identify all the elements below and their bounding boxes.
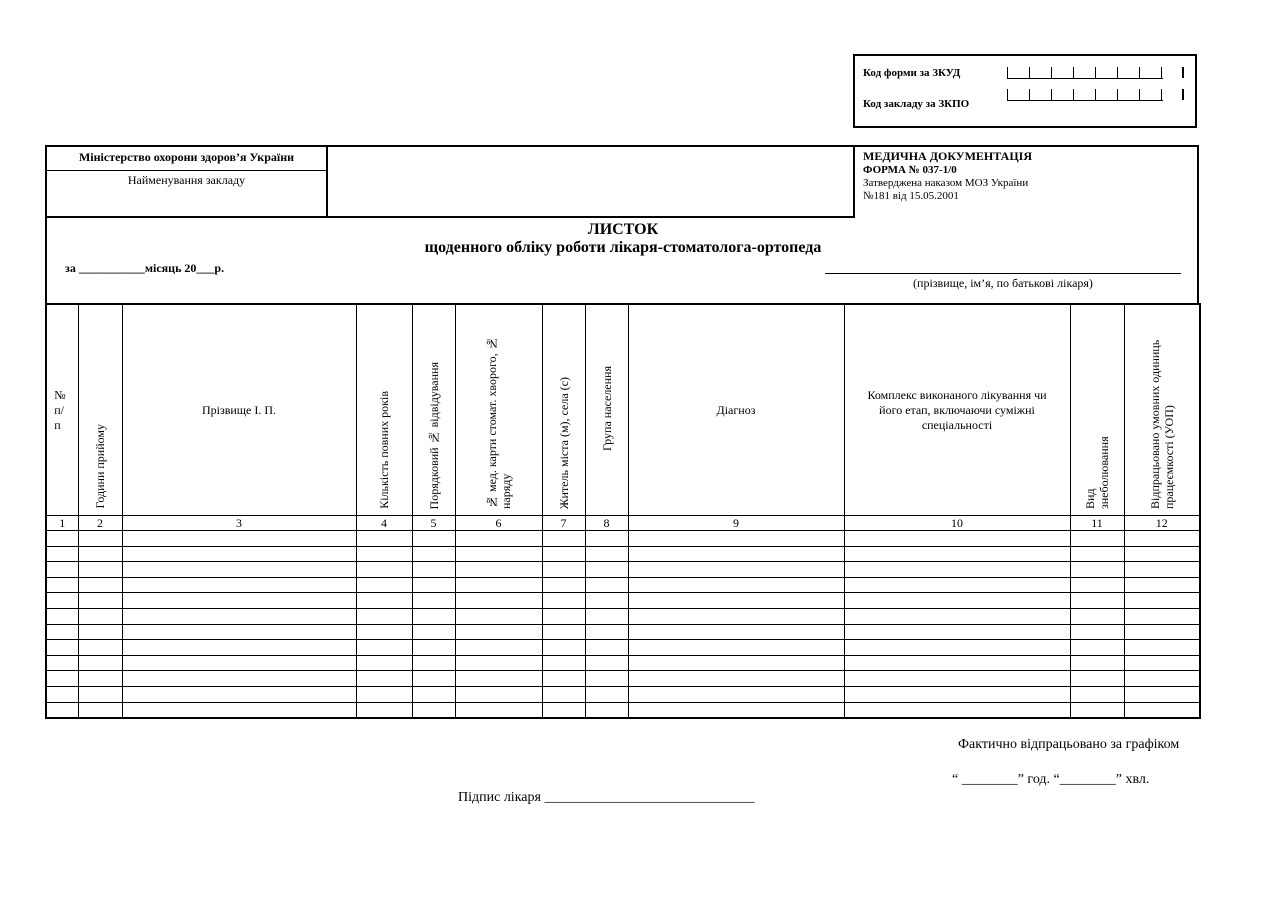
table-cell[interactable] xyxy=(455,671,542,687)
col-number: 8 xyxy=(585,516,628,531)
table-cell[interactable] xyxy=(412,702,455,718)
table-row xyxy=(46,593,1200,609)
table-cell[interactable] xyxy=(585,686,628,702)
table-cell[interactable] xyxy=(122,702,356,718)
log-table xyxy=(45,303,1201,719)
col-header-visit-number: Порядковий № відвідування xyxy=(412,304,455,516)
table-cell[interactable] xyxy=(844,608,1070,624)
table-cell[interactable] xyxy=(356,608,412,624)
table-cell[interactable] xyxy=(1070,562,1124,578)
col-header-work-units: Відпрацьовано умовних одиниць працеємкості (УОП) xyxy=(1124,304,1200,516)
col-header-diagnosis: Діагноз xyxy=(628,304,844,516)
institution-code-cells[interactable] xyxy=(1007,89,1163,101)
table-cell[interactable] xyxy=(1070,655,1124,671)
table-cell[interactable] xyxy=(542,640,585,656)
table-cell[interactable] xyxy=(122,640,356,656)
table-cell[interactable] xyxy=(542,546,585,562)
table-cell[interactable] xyxy=(585,577,628,593)
table-cell[interactable] xyxy=(122,577,356,593)
table-cell[interactable] xyxy=(46,702,78,718)
table-cell[interactable] xyxy=(628,686,844,702)
table-cell[interactable] xyxy=(585,593,628,609)
table-body xyxy=(46,531,1200,719)
table-cell[interactable] xyxy=(585,608,628,624)
table-cell[interactable] xyxy=(122,608,356,624)
table-cell[interactable] xyxy=(78,624,122,640)
table-row xyxy=(46,531,1200,547)
table-cell[interactable] xyxy=(844,593,1070,609)
table-cell[interactable] xyxy=(1124,671,1200,687)
table-cell[interactable] xyxy=(1124,608,1200,624)
form-number: ФОРМА № 037-1/0 xyxy=(863,164,957,176)
table-cell[interactable] xyxy=(356,702,412,718)
table-cell[interactable] xyxy=(46,562,78,578)
table-cell[interactable] xyxy=(542,702,585,718)
table-cell[interactable] xyxy=(122,686,356,702)
table-cell[interactable] xyxy=(78,593,122,609)
col-number: 7 xyxy=(542,516,585,531)
table-cell[interactable] xyxy=(542,531,585,547)
table-cell[interactable] xyxy=(455,686,542,702)
table-cell[interactable] xyxy=(1124,640,1200,656)
table-cell[interactable] xyxy=(1070,686,1124,702)
table-cell[interactable] xyxy=(455,640,542,656)
table-row xyxy=(46,702,1200,718)
col-number: 3 xyxy=(122,516,356,531)
table-cell[interactable] xyxy=(585,531,628,547)
table-cell[interactable] xyxy=(356,624,412,640)
table-cell[interactable] xyxy=(412,671,455,687)
table-cell[interactable] xyxy=(1124,686,1200,702)
table-row xyxy=(46,577,1200,593)
col-number: 9 xyxy=(628,516,844,531)
col-number: 1 xyxy=(46,516,78,531)
table-cell[interactable] xyxy=(455,624,542,640)
document-title xyxy=(47,221,1199,257)
table-cell[interactable] xyxy=(628,531,844,547)
table-cell[interactable] xyxy=(844,655,1070,671)
table-cell[interactable] xyxy=(542,655,585,671)
table-cell[interactable] xyxy=(455,608,542,624)
form-code-extra-cell xyxy=(1182,67,1184,78)
table-cell[interactable] xyxy=(1124,624,1200,640)
table-cell[interactable] xyxy=(46,577,78,593)
table-cell[interactable] xyxy=(78,608,122,624)
table-row xyxy=(46,624,1200,640)
table-cell[interactable] xyxy=(412,640,455,656)
table-cell[interactable] xyxy=(1124,546,1200,562)
table-cell[interactable] xyxy=(1070,702,1124,718)
table-cell[interactable] xyxy=(122,531,356,547)
table-cell[interactable] xyxy=(46,624,78,640)
table-row xyxy=(46,546,1200,562)
table-cell[interactable] xyxy=(585,671,628,687)
col-number: 12 xyxy=(1124,516,1200,531)
table-cell[interactable] xyxy=(78,702,122,718)
table-cell[interactable] xyxy=(46,608,78,624)
table-row xyxy=(46,671,1200,687)
table-cell[interactable] xyxy=(412,577,455,593)
hours-minutes-field[interactable]: “ ________” год. “________” хвл. xyxy=(952,772,1150,787)
table-cell[interactable] xyxy=(628,577,844,593)
table-cell[interactable] xyxy=(1070,531,1124,547)
table-cell[interactable] xyxy=(412,686,455,702)
institution-code-extra-cell xyxy=(1182,89,1184,100)
table-cell[interactable] xyxy=(412,546,455,562)
title-line-2: щоденного обліку роботи лікаря-стоматолога-ортопеда xyxy=(424,239,822,256)
table-cell[interactable] xyxy=(46,531,78,547)
table-cell[interactable] xyxy=(844,624,1070,640)
table-cell[interactable] xyxy=(1070,577,1124,593)
table-cell[interactable] xyxy=(585,624,628,640)
table-cell[interactable] xyxy=(412,593,455,609)
form-info xyxy=(855,147,1199,218)
table-row xyxy=(46,640,1200,656)
table-cell[interactable] xyxy=(844,546,1070,562)
col-header-age: Кількість повних років xyxy=(356,304,412,516)
institution-label: Найменування закладу xyxy=(127,173,246,187)
table-cell[interactable] xyxy=(585,702,628,718)
table-cell[interactable] xyxy=(78,562,122,578)
worked-schedule-label: Фактично відпрацьовано за графіком xyxy=(958,737,1180,752)
table-cell[interactable] xyxy=(628,624,844,640)
table-cell[interactable] xyxy=(1070,546,1124,562)
institution-section xyxy=(47,147,328,218)
code-box xyxy=(853,54,1197,128)
table-cell[interactable] xyxy=(628,702,844,718)
col-header-residence: Житель міста (м), села (с) xyxy=(542,304,585,516)
table-cell[interactable] xyxy=(1124,577,1200,593)
table-cell[interactable] xyxy=(356,640,412,656)
table-cell[interactable] xyxy=(46,671,78,687)
table-cell[interactable] xyxy=(844,686,1070,702)
table-cell[interactable] xyxy=(122,624,356,640)
table-cell[interactable] xyxy=(356,577,412,593)
table-cell[interactable] xyxy=(628,655,844,671)
ministry-name: Міністерство охорони здоров’я України xyxy=(47,147,326,171)
col-header-population-group: Група населення xyxy=(585,304,628,516)
table-cell[interactable] xyxy=(844,577,1070,593)
table-cell[interactable] xyxy=(585,562,628,578)
institution-code-label: Код закладу за ЗКПО xyxy=(863,98,970,110)
col-number: 5 xyxy=(412,516,455,531)
table-cell[interactable] xyxy=(628,640,844,656)
table-cell[interactable] xyxy=(78,686,122,702)
table-cell[interactable] xyxy=(356,671,412,687)
table-cell[interactable] xyxy=(1124,593,1200,609)
table-cell[interactable] xyxy=(585,655,628,671)
col-number: 2 xyxy=(78,516,122,531)
table-cell[interactable] xyxy=(356,593,412,609)
col-header-hours: Години прийому xyxy=(78,304,122,516)
table-cell[interactable] xyxy=(122,655,356,671)
table-cell[interactable] xyxy=(1124,702,1200,718)
col-header-med-card: № мед. карти стомат. хворого, № наряду xyxy=(455,304,542,516)
table-cell[interactable] xyxy=(46,546,78,562)
col-header-number: № п/ п xyxy=(46,304,78,516)
table-cell[interactable] xyxy=(542,624,585,640)
table-cell[interactable] xyxy=(78,577,122,593)
table-cell[interactable] xyxy=(356,546,412,562)
table-cell[interactable] xyxy=(1070,671,1124,687)
col-header-treatment: Комплекс виконаного лікування чи його етап, включаючи суміжні спеціальності xyxy=(844,304,1070,516)
table-cell[interactable] xyxy=(412,624,455,640)
med-doc-heading: МЕДИЧНА ДОКУМЕНТАЦІЯ xyxy=(863,149,1032,163)
table-cell[interactable] xyxy=(356,686,412,702)
table-cell[interactable] xyxy=(46,640,78,656)
table-cell[interactable] xyxy=(844,671,1070,687)
table-cell[interactable] xyxy=(628,546,844,562)
institution-name-field[interactable] xyxy=(328,147,855,218)
table-cell[interactable] xyxy=(455,702,542,718)
table-cell[interactable] xyxy=(1070,640,1124,656)
table-cell[interactable] xyxy=(542,671,585,687)
table-cell[interactable] xyxy=(455,562,542,578)
table-cell[interactable] xyxy=(1070,624,1124,640)
table-cell[interactable] xyxy=(542,562,585,578)
table-row xyxy=(46,562,1200,578)
doctor-signature-field[interactable]: Підпис лікаря ______________________________ xyxy=(458,790,755,805)
table-cell[interactable] xyxy=(122,593,356,609)
table-cell[interactable] xyxy=(78,546,122,562)
month-line[interactable]: за ___________місяць 20___р. xyxy=(65,261,225,275)
table-cell[interactable] xyxy=(455,593,542,609)
form-code-label: Код форми за ЗКУД xyxy=(863,67,961,79)
table-cell[interactable] xyxy=(78,671,122,687)
table-cell[interactable] xyxy=(78,640,122,656)
table-row xyxy=(46,686,1200,702)
table-cell[interactable] xyxy=(1124,531,1200,547)
table-row xyxy=(46,608,1200,624)
table-cell[interactable] xyxy=(1124,655,1200,671)
table-cell[interactable] xyxy=(628,671,844,687)
table-cell[interactable] xyxy=(455,531,542,547)
doctor-name-field[interactable] xyxy=(825,261,1181,274)
table-cell[interactable] xyxy=(412,608,455,624)
form-code-cells[interactable] xyxy=(1007,67,1163,79)
header-block xyxy=(45,145,1199,305)
col-number: 6 xyxy=(455,516,542,531)
table-cell[interactable] xyxy=(628,593,844,609)
table-cell[interactable] xyxy=(46,686,78,702)
table-cell[interactable] xyxy=(585,546,628,562)
table-cell[interactable] xyxy=(412,562,455,578)
table-cell[interactable] xyxy=(356,531,412,547)
table-cell[interactable] xyxy=(542,608,585,624)
approval-text: Затверджена наказом МОЗ України xyxy=(863,177,1029,189)
table-cell[interactable] xyxy=(1124,562,1200,578)
table-cell[interactable] xyxy=(844,640,1070,656)
table-cell[interactable] xyxy=(78,531,122,547)
table-row xyxy=(46,655,1200,671)
table-cell[interactable] xyxy=(542,593,585,609)
table-cell[interactable] xyxy=(455,577,542,593)
table-cell[interactable] xyxy=(455,546,542,562)
title-line-1: ЛИСТОК xyxy=(587,221,659,238)
table-cell[interactable] xyxy=(844,702,1070,718)
table-cell[interactable] xyxy=(46,655,78,671)
table-cell[interactable] xyxy=(122,671,356,687)
table-cell[interactable] xyxy=(542,577,585,593)
table-cell[interactable] xyxy=(122,562,356,578)
col-header-surname: Прізвище І. П. xyxy=(122,304,356,516)
table-cell[interactable] xyxy=(1070,593,1124,609)
order-number: №181 від 15.05.2001 xyxy=(863,190,959,202)
col-number: 4 xyxy=(356,516,412,531)
table-cell[interactable] xyxy=(542,686,585,702)
table-cell[interactable] xyxy=(78,655,122,671)
table-cell[interactable] xyxy=(585,640,628,656)
table-cell[interactable] xyxy=(356,562,412,578)
col-number: 11 xyxy=(1070,516,1124,531)
col-header-anesthesia: Вид знеболювання xyxy=(1070,304,1124,516)
table-cell[interactable] xyxy=(628,562,844,578)
table-cell[interactable] xyxy=(844,562,1070,578)
table-cell[interactable] xyxy=(46,593,78,609)
table-cell[interactable] xyxy=(412,655,455,671)
table-cell[interactable] xyxy=(628,608,844,624)
table-cell[interactable] xyxy=(122,546,356,562)
table-cell[interactable] xyxy=(412,531,455,547)
doctor-caption: (прізвище, ім’я, по батькові лікаря) xyxy=(913,276,1093,290)
table-cell[interactable] xyxy=(356,655,412,671)
table-cell[interactable] xyxy=(1070,608,1124,624)
table-cell[interactable] xyxy=(455,655,542,671)
table-cell[interactable] xyxy=(844,531,1070,547)
col-number: 10 xyxy=(844,516,1070,531)
